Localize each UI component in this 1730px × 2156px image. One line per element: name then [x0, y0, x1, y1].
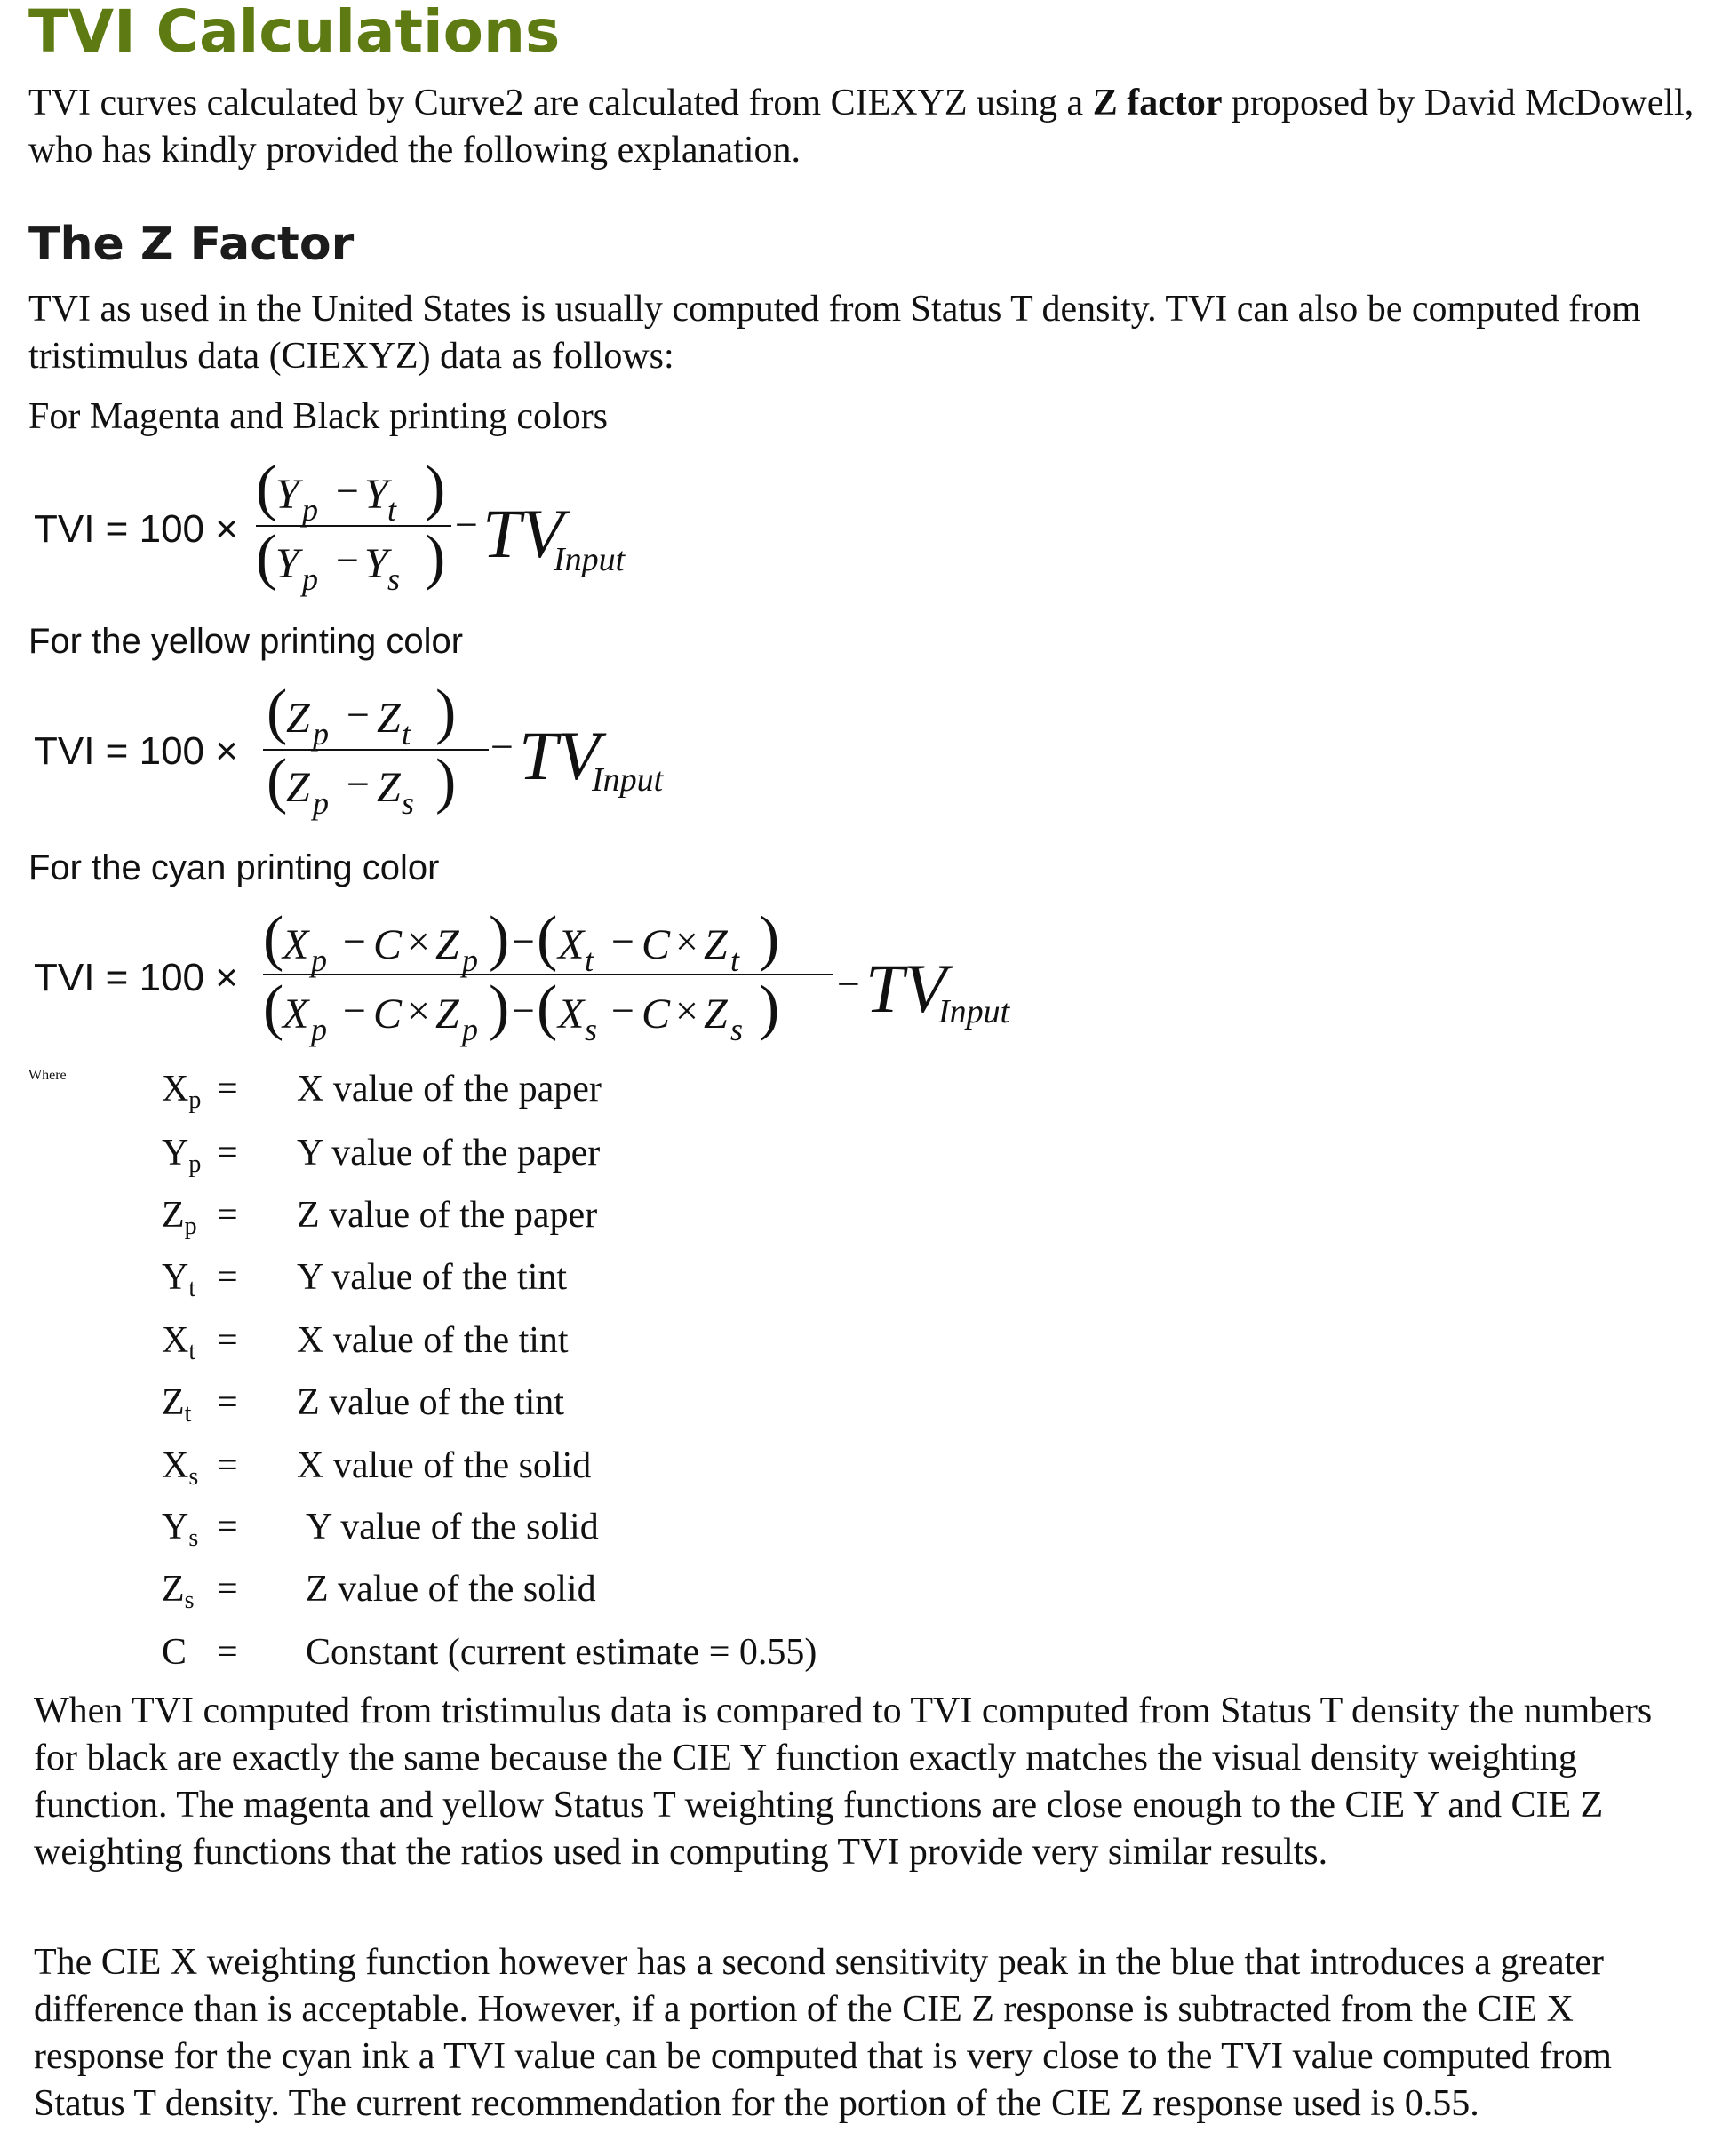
open-paren: ( — [263, 904, 284, 973]
definition-symbol — [162, 1068, 201, 1115]
symbol-base: X — [162, 1445, 189, 1486]
minus-sign: − — [837, 961, 860, 1006]
definition-symbol — [162, 1631, 187, 1674]
var-z: Z — [704, 921, 728, 968]
definition-text: Y value of the paper — [297, 1133, 601, 1173]
definition-text: X value of the solid — [297, 1445, 592, 1486]
sub-s: s — [402, 785, 415, 821]
symbol-base: Z — [162, 1382, 185, 1423]
var-y: Y — [275, 471, 299, 518]
var-y: Y — [275, 540, 299, 587]
minus-sign: − — [512, 988, 535, 1033]
formula-yellow-svg — [34, 668, 745, 837]
symbol-base: Y — [162, 1507, 189, 1547]
definition-symbol — [162, 1568, 195, 1615]
equals-sign: = — [217, 1195, 238, 1236]
symbol-subscript: t — [188, 1275, 196, 1302]
var-z: Z — [377, 764, 401, 811]
definition-row — [28, 1068, 1095, 1121]
where-label: Where — [28, 1068, 67, 1083]
symbol-base: Y — [162, 1133, 189, 1173]
formula-lhs: TVI = 100 × — [34, 729, 238, 773]
definition-text: Y value of the tint — [297, 1257, 568, 1298]
symbol-subscript: s — [188, 1524, 199, 1552]
symbol-base: Z — [162, 1195, 185, 1236]
definition-row — [28, 1568, 1095, 1621]
formula-lhs: TVI = 100 × — [34, 507, 238, 551]
definition-row — [28, 1506, 1095, 1559]
tv-input-subscript: Input — [938, 993, 1010, 1030]
tv-symbol: TV — [865, 950, 947, 1027]
minus-sign: − — [611, 919, 634, 964]
symbol-subscript: p — [188, 1086, 202, 1114]
sub-p: p — [311, 943, 327, 978]
minus-sign: − — [347, 692, 370, 737]
label-magenta-black: For Magenta and Black printing colors — [28, 396, 609, 437]
sub-p: p — [302, 492, 318, 528]
equals-sign: = — [217, 1569, 238, 1610]
var-z: Z — [704, 990, 728, 1038]
var-x: X — [283, 921, 309, 968]
intro-text-2: proposed by David McDowell, who has kindly provided the following explanation. — [28, 83, 1694, 171]
var-c: C — [642, 990, 671, 1038]
open-paren: ( — [537, 974, 558, 1042]
definition-symbol — [162, 1256, 195, 1303]
tv-input-subscript: Input — [592, 761, 664, 799]
formula-cyan-svg — [34, 893, 1100, 1062]
minus-sign: − — [347, 761, 370, 807]
sub-p: p — [313, 716, 329, 752]
open-paren: ( — [256, 523, 277, 592]
var-c: C — [642, 921, 671, 968]
var-y: Y — [364, 471, 388, 518]
var-x: X — [283, 990, 309, 1038]
sub-s: s — [585, 1012, 598, 1047]
equals-sign: = — [217, 1507, 238, 1547]
close-paren: ) — [425, 523, 446, 592]
var-z: Z — [435, 921, 459, 968]
minus-sign: − — [455, 502, 478, 547]
open-paren: ( — [267, 678, 288, 746]
label-yellow: For the yellow printing color — [28, 622, 464, 661]
symbol-base: X — [162, 1069, 189, 1110]
sub-t: t — [585, 943, 594, 978]
var-y: Y — [364, 540, 388, 587]
definition-row — [28, 1319, 1095, 1372]
open-paren: ( — [256, 454, 277, 522]
label-cyan: For the cyan printing color — [28, 848, 440, 887]
equals-sign: = — [217, 1445, 238, 1486]
paragraph-comparison: When TVI computed from tristimulus data is compared to TVI computed from Status T density the numbers for black are exactly the same because the CIE Y function exactly matches the visual density weighting function. The magenta and yellow Status T weighting functions are close enough to the CIE Y and CIE Z weighting functions that the ratios used in computing TVI provide very similar results. — [34, 1691, 1653, 1873]
intro-text-1: TVI curves calculated by Curve2 are calculated from CIEXYZ using a — [28, 83, 1093, 123]
definition-symbol — [162, 1381, 191, 1428]
sub-p: p — [311, 1012, 327, 1047]
tv-symbol: TV — [482, 495, 564, 572]
definition-text: X value of the tint — [297, 1320, 569, 1361]
var-z: Z — [377, 695, 401, 742]
close-paren: ) — [489, 974, 510, 1042]
equals-sign: = — [217, 1632, 238, 1673]
sub-p: p — [313, 785, 329, 821]
equals-sign: = — [217, 1320, 238, 1361]
minus-sign: − — [343, 919, 366, 964]
sub-t: t — [730, 943, 740, 978]
section-heading: The Z Factor — [28, 218, 355, 271]
formula-magenta-black-svg — [34, 444, 709, 613]
tv-input-subscript: Input — [554, 541, 626, 578]
var-x: X — [558, 921, 585, 968]
intro-bold-term: Z factor — [1092, 83, 1223, 123]
equals-sign: = — [217, 1069, 238, 1110]
close-paren: ) — [435, 678, 457, 746]
var-c: C — [373, 921, 403, 968]
close-paren: ) — [435, 747, 457, 815]
definition-text: X value of the paper — [297, 1069, 602, 1110]
var-z: Z — [286, 764, 310, 811]
var-x: X — [558, 990, 585, 1038]
sub-t: t — [402, 716, 411, 752]
formula-magenta-black — [34, 444, 709, 613]
definition-text: Constant (current estimate = 0.55) — [306, 1632, 817, 1673]
minus-sign: − — [611, 988, 634, 1033]
sub-p: p — [462, 1012, 478, 1047]
times-sign: × — [407, 919, 430, 964]
formula-lhs: TVI = 100 × — [34, 956, 238, 999]
symbol-base: X — [162, 1320, 189, 1361]
definition-symbol — [162, 1194, 197, 1241]
var-z: Z — [286, 695, 310, 742]
open-paren: ( — [263, 974, 284, 1042]
definition-symbol — [162, 1444, 198, 1492]
close-paren: ) — [759, 974, 780, 1042]
sub-t: t — [387, 492, 397, 528]
intro-paragraph — [28, 80, 1699, 174]
symbol-subscript: p — [184, 1213, 197, 1240]
symbol-subscript: s — [188, 1463, 199, 1491]
formula-yellow — [34, 668, 745, 837]
symbol-subscript: p — [188, 1150, 202, 1178]
definition-symbol — [162, 1319, 195, 1366]
minus-sign: − — [490, 724, 514, 769]
definition-row — [28, 1132, 1095, 1185]
var-c: C — [373, 990, 403, 1038]
definition-row — [28, 1194, 1095, 1247]
page-title: TVI Calculations — [28, 0, 561, 66]
section-intro-paragraph: TVI as used in the United States is usually computed from Status T density. TVI can also be computed from tristimulus data (CIEXYZ) data as follows: — [28, 289, 1641, 377]
tv-symbol: TV — [519, 717, 601, 794]
formula-cyan — [34, 893, 1100, 1062]
definition-row — [28, 1256, 1095, 1309]
symbol-base: Z — [162, 1569, 185, 1610]
equals-sign: = — [217, 1257, 238, 1298]
definition-row — [28, 1631, 1095, 1684]
minus-sign: − — [336, 468, 359, 513]
definition-symbol — [162, 1132, 201, 1179]
close-paren: ) — [425, 454, 446, 522]
open-paren: ( — [267, 747, 288, 815]
equals-sign: = — [217, 1133, 238, 1173]
times-sign: × — [675, 919, 698, 964]
minus-sign: − — [512, 919, 535, 964]
symbol-subscript: t — [188, 1338, 196, 1365]
symbol-base: C — [162, 1632, 187, 1673]
sub-p: p — [302, 561, 318, 597]
definition-row — [28, 1381, 1095, 1435]
sub-p: p — [462, 943, 478, 978]
symbol-subscript: s — [184, 1587, 195, 1614]
close-paren: ) — [759, 904, 780, 973]
times-sign: × — [675, 988, 698, 1033]
definition-text: Z value of the paper — [297, 1195, 598, 1236]
close-paren: ) — [489, 904, 510, 973]
sub-s: s — [387, 561, 401, 597]
open-paren: ( — [537, 904, 558, 973]
symbol-subscript: t — [184, 1400, 192, 1428]
definition-text: Y value of the solid — [306, 1507, 599, 1547]
var-z: Z — [435, 990, 459, 1038]
definition-symbol — [162, 1506, 198, 1553]
sub-s: s — [730, 1012, 744, 1047]
definition-text: Z value of the solid — [306, 1569, 596, 1610]
minus-sign: − — [343, 988, 366, 1033]
equals-sign: = — [217, 1382, 238, 1423]
minus-sign: − — [336, 537, 359, 583]
definition-text: Z value of the tint — [297, 1382, 564, 1423]
times-sign: × — [407, 988, 430, 1033]
symbol-base: Y — [162, 1257, 189, 1298]
paragraph-cie-x: The CIE X weighting function however has a second sensitivity peak in the blue that introduces a greater difference than is acceptable. However, if a portion of the CIE Z response is subtracted from the CIE X response for the cyan ink a TVI value can be computed that is very close to the TVI value computed from Status T density. The current recommendation for the portion of the CIE Z response used is 0.55. — [34, 1942, 1612, 2124]
definition-row — [28, 1444, 1095, 1498]
